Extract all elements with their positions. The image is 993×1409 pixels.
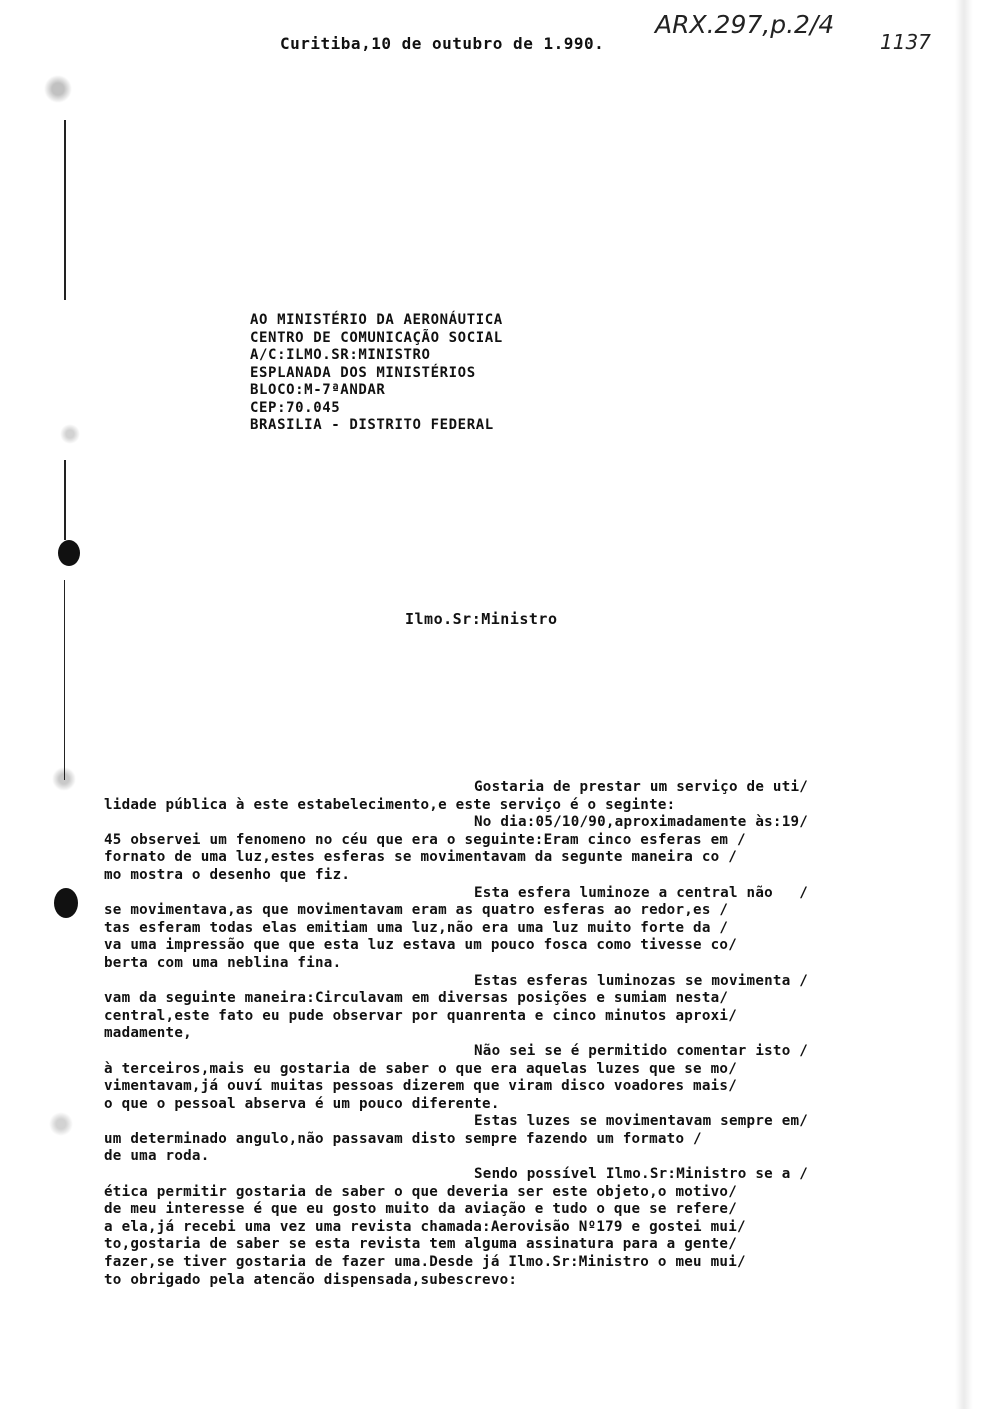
punch-hole-mark bbox=[54, 888, 78, 918]
recipient-address-block bbox=[250, 312, 503, 435]
address-line: ESPLANADA DOS MINISTÉRIOS bbox=[250, 364, 476, 381]
body-line: va uma impressão que que esta luz estava um pouco fosca como tivesse co/ bbox=[104, 937, 737, 954]
address-line: CENTRO DE COMUNICAÇÃO SOCIAL bbox=[250, 329, 503, 346]
body-line: to,gostaria de saber se esta revista tem alguma assinatura para a gente/ bbox=[104, 1236, 737, 1253]
scan-edge-mark bbox=[64, 460, 66, 540]
punch-hole-mark bbox=[58, 540, 80, 566]
scan-edge-right bbox=[955, 0, 973, 1409]
body-line: vimentavam,já ouví muitas pessoas dizerem que viram disco voadores mais/ bbox=[104, 1078, 737, 1095]
body-line: madamente, bbox=[104, 1025, 192, 1042]
address-line: CEP:70.045 bbox=[250, 399, 341, 416]
scan-noise-left bbox=[40, 20, 100, 1400]
body-line: 45 observei um fenomeno no céu que era o seguinte:Eram cinco esferas em / bbox=[104, 831, 746, 848]
body-line: to obrigado pela atencão dispensada,subescrevo: bbox=[104, 1271, 518, 1288]
body-line: central,este fato eu pude observar por quanrenta e cinco minutos aproxi/ bbox=[104, 1007, 737, 1024]
body-line: vam da seguinte maneira:Circulavam em diversas posições e sumiam nesta/ bbox=[104, 990, 729, 1007]
body-line: mo mostra o desenho que fiz. bbox=[104, 866, 351, 883]
body-line: Esta esfera luminoze a central não / bbox=[474, 884, 809, 901]
salutation: Ilmo.Sr:Ministro bbox=[405, 610, 558, 628]
body-line: Não sei se é permitido comentar isto / bbox=[474, 1042, 809, 1059]
body-line: Sendo possível Ilmo.Sr:Ministro se a / bbox=[474, 1166, 809, 1183]
body-line: Estas luzes se movimentavam sempre em/ bbox=[474, 1113, 809, 1130]
body-line: fazer,se tiver gostaria de fazer uma.Desde já Ilmo.Sr:Ministro o meu mui/ bbox=[104, 1254, 746, 1271]
body-line: Gostaria de prestar um serviço de uti/ bbox=[474, 779, 809, 795]
letter-body bbox=[104, 779, 904, 1289]
body-line: à terceiros,mais eu gostaria de saber o que era aquelas luzes que se mo/ bbox=[104, 1060, 737, 1077]
body-line: lidade pública à este estabelecimento,e este serviço é o seginte: bbox=[104, 796, 676, 813]
body-line: a ela,já recebi uma vez uma revista chamada:Aerovisão Nº179 e gostei mui/ bbox=[104, 1218, 746, 1235]
body-line: fornato de uma luz,estes esferas se movimentavam da segunte maneira co / bbox=[104, 849, 737, 866]
body-line: se movimentava,as que movimentavam eram as quatro esferas ao redor,es / bbox=[104, 902, 729, 919]
scan-edge-mark bbox=[64, 580, 65, 780]
body-line: tas esferam todas elas emitiam uma luz,não era uma luz muito forte da / bbox=[104, 919, 729, 936]
scan-edge-mark bbox=[64, 120, 66, 300]
address-line: BLOCO:M-7ªANDAR bbox=[250, 382, 386, 398]
body-line: o que o pessoal abserva é um pouco diferente. bbox=[104, 1095, 500, 1112]
address-line: BRASILIA - DISTRITO FEDERAL bbox=[250, 417, 494, 433]
body-line: um determinado angulo,não passavam disto sempre fazendo um formato / bbox=[104, 1130, 702, 1147]
body-line: de meu interesse é que eu gosto muito da aviação e tudo o que se refere/ bbox=[104, 1201, 737, 1218]
handwritten-page-number: 1137 bbox=[880, 30, 931, 54]
body-line: de uma roda. bbox=[104, 1148, 210, 1165]
date-line: Curitiba,10 de outubro de 1.990. bbox=[280, 34, 605, 53]
address-line: AO MINISTÉRIO DA AERONÁUTICA bbox=[250, 312, 503, 328]
body-line: Estas esferas luminozas se movimenta / bbox=[474, 972, 809, 989]
body-line: ética permitir gostaria de saber o que deveria ser este objeto,o motivo/ bbox=[104, 1183, 737, 1200]
body-line: berta com uma neblina fina. bbox=[104, 954, 342, 971]
body-line: No dia:05/10/90,aproximadamente às:19/ bbox=[474, 814, 809, 831]
address-line: A/C:ILMO.SR:MINISTRO bbox=[250, 347, 431, 363]
handwritten-archive-reference: ARX.297,p.2/4 bbox=[655, 10, 835, 39]
